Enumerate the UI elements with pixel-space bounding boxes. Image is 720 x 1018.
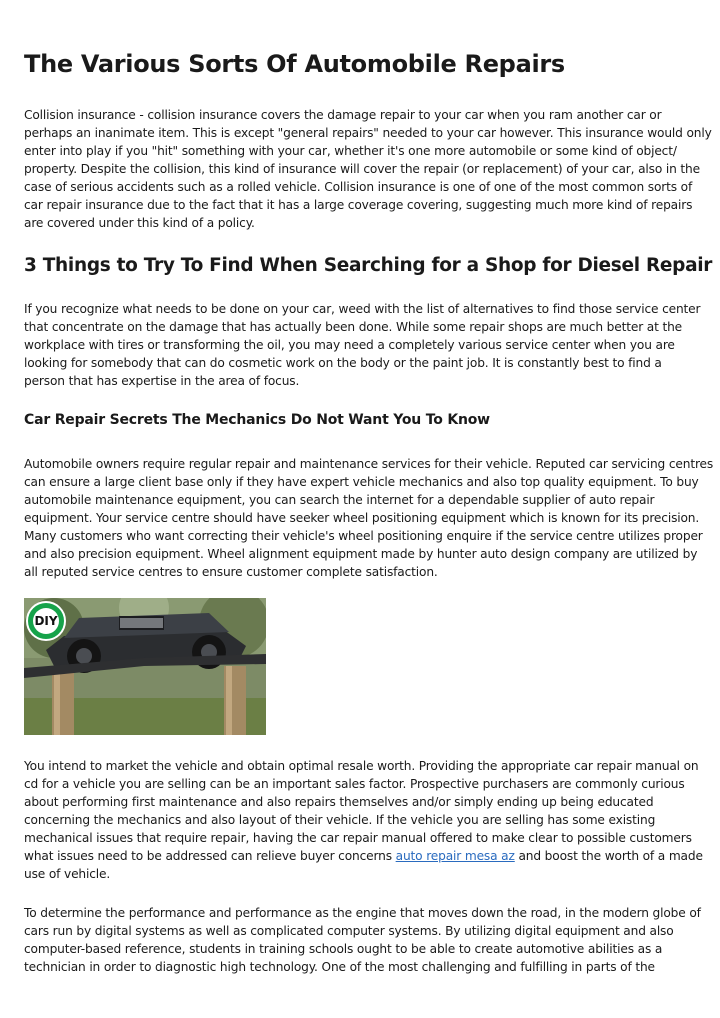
diy-logo — [26, 601, 66, 641]
paragraph-collision-insurance — [24, 106, 712, 232]
text-line: technician in order to diagnostic high technology. One of the most challenging and fulfilling in parts of the — [24, 960, 655, 974]
text-line: that concentrate on the damage that has actually been done. While some repair shops are much better at the — [24, 320, 683, 334]
paragraph-service-center — [24, 300, 701, 390]
text-line: mechanical issues that require repair, having the car repair manual offered to make clear to possible customers — [24, 831, 692, 845]
text-line: Many customers who want correcting their vehicle's wheel positioning enquire if the service centre utilizes proper — [24, 529, 703, 543]
text-line: cars run by digital systems as well as complicated computer systems. By utilizing digital equipment and also — [24, 924, 674, 938]
text-line-with-link — [24, 847, 703, 865]
text-line: automobile maintenance equipment, you can search the internet for a dependable supplier of auto repair — [24, 493, 655, 507]
text-line: use of vehicle. — [24, 867, 111, 881]
text-line: Collision insurance - collision insurance covers the damage repair to your car when you ram another car or — [24, 108, 662, 122]
text-line: property. Despite the collision, this kind of insurance will cover the repair (or replacement) of your car, also in the — [24, 162, 700, 176]
section-heading-diesel-repair: 3 Things to Try To Find When Searching for a Shop for Diesel Repair — [24, 255, 713, 276]
text-line: looking for somebody that can do cosmetic work on the body or the paint job. It is constantly best to find a — [24, 356, 662, 370]
paragraph-maintenance-equipment — [24, 455, 714, 581]
text-line: person that has expertise in the area of focus. — [24, 374, 300, 388]
text-line: all reputed service centres to ensure customer complete satisfaction. — [24, 565, 438, 579]
text-line: case of serious accidents such as a rolled vehicle. Collision insurance is one of one of the most common sorts of — [24, 180, 693, 194]
text-line: computer-based reference, students in training schools ought to be able to create automotive abilities as a — [24, 942, 663, 956]
text-line: perhaps an inanimate item. This is except "general repairs" needed to your car however. This insurance would only — [24, 126, 712, 140]
subsection-heading-repair-secrets: Car Repair Secrets The Mechanics Do Not Want You To Know — [24, 412, 490, 428]
text-line: equipment. Your service centre should have seeker wheel positioning equipment which is known for its precision. — [24, 511, 700, 525]
car-on-lift-photo — [24, 598, 266, 735]
text-fragment: and boost the worth of a made — [514, 849, 703, 863]
text-line: If you recognize what needs to be done on your car, weed with the list of alternatives to find those service center — [24, 302, 701, 316]
text-line: workplace with tires or transforming the oil, you may need a completely various service center when you are — [24, 338, 675, 352]
diy-logo-text: DIY — [34, 614, 58, 628]
auto-repair-mesa-link[interactable]: auto repair mesa az — [395, 849, 515, 863]
text-line: Automobile owners require regular repair and maintenance services for their vehicle. Reputed car servicing centres — [24, 457, 714, 471]
text-line: can ensure a large client base only if they have expert vehicle mechanics and also top quality equipment. To buy — [24, 475, 699, 489]
text-line: car repair insurance due to the fact that it has a large coverage covering, suggesting much more kind of repairs — [24, 198, 693, 212]
article-title: The Various Sorts Of Automobile Repairs — [24, 50, 565, 78]
text-line: cd for a vehicle you are selling can be an important sales factor. Prospective purchasers are commonly curious — [24, 777, 685, 791]
text-line: and also precision equipment. Wheel alignment equipment made by hunter auto design company are utilized by — [24, 547, 698, 561]
text-line: enter into play if you "hit" something with your car, whether it's one more automobile or some kind of object/ — [24, 144, 677, 158]
text-line: You intend to market the vehicle and obtain optimal resale worth. Providing the appropriate car repair manual on — [24, 759, 699, 773]
text-line: are covered under this kind of a policy. — [24, 216, 255, 230]
text-line: concerning the mechanics and also layout of their vehicle. If the vehicle you are selling has some existing — [24, 813, 656, 827]
text-fragment: what issues need to be addressed can relieve buyer concerns — [24, 849, 396, 863]
paragraph-resale-manual — [24, 757, 703, 883]
text-line: To determine the performance and performance as the engine that moves down the road, in the modern globe of — [24, 906, 701, 920]
text-line: about performing first maintenance and also repairs themselves and/or simply ending up being educated — [24, 795, 654, 809]
paragraph-engine-performance — [24, 904, 701, 976]
